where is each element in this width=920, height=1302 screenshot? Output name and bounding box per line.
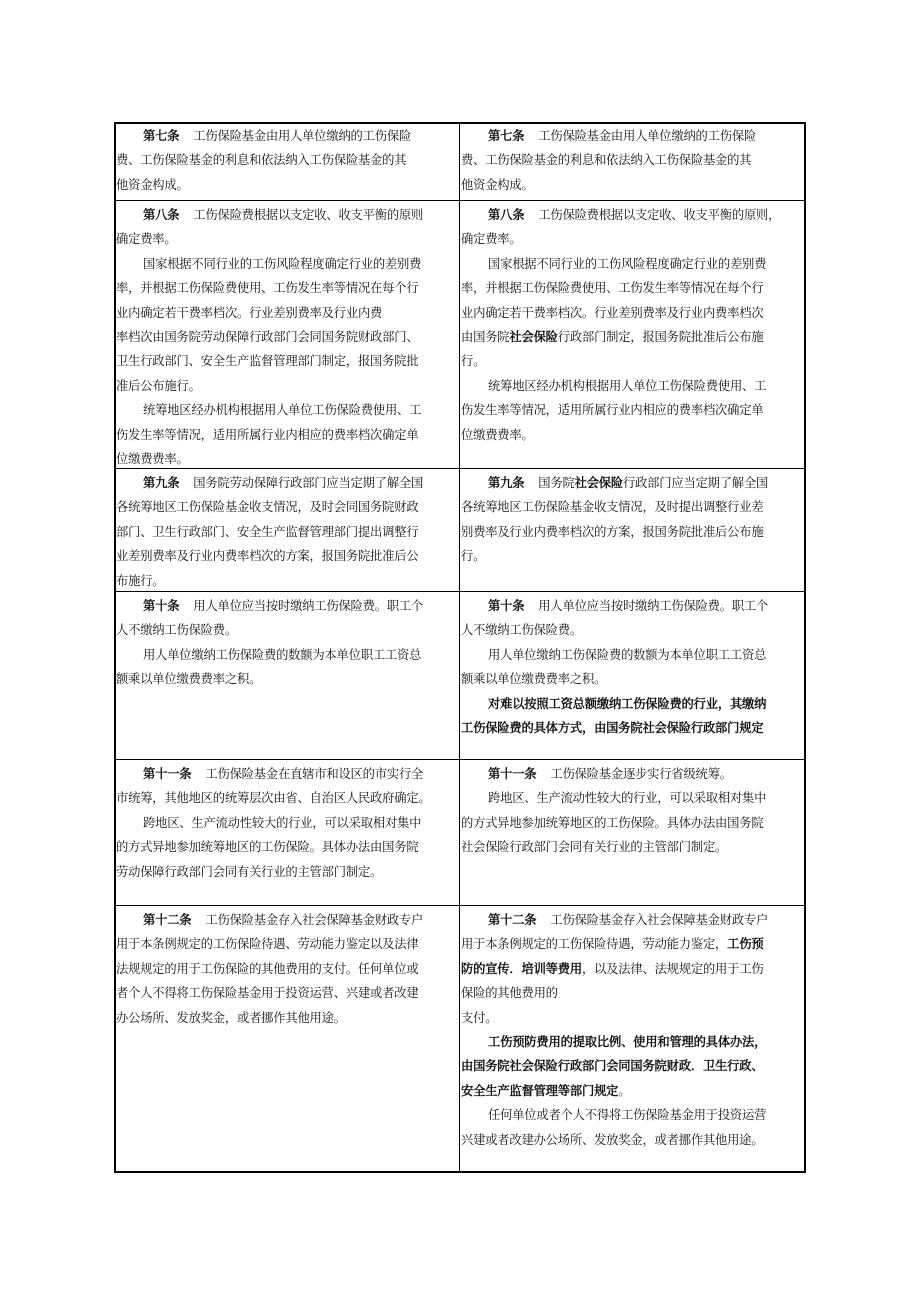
- article-label: 第九条: [488, 475, 525, 490]
- article-12-row: [114, 906, 806, 1171]
- article-12-new: 第十二条 工伤保险基金存入社会保障基金财政专户 用于本条例规定的工伤保险待遇，劳动能力鉴定，工伤预 防的宣传．培训等费用，以及法律、法规规定的用于工伤 保险的其他费用的 支付。 工伤预防费用的提取比例、使用和管理的具体办法， 由国务院社会保险行政部门会同国务院财政．卫生行政、 安全生产监督管理等部门规定。 任何单位或者个人不得将工伤保险基金用于投资运营 兴建或者改建办公场所、发放奖金，或者挪作其他用途。: [461, 908, 804, 1171]
- article-label: 第九条: [143, 475, 180, 490]
- article-label: 第十一条: [143, 766, 192, 781]
- article-12-old: 第十二条 工伤保险基金存入社会保障基金财政专户 用于本条例规定的工伤保险待遇、劳动能力鉴定以及法律 法规规定的用于工伤保险的其他费用的支付。任何单位或 者个人不得将工伤保险基金用于投资运营、兴建或者改建 办公场所、发放奖金，或者挪作其他用途。: [116, 912, 424, 1025]
- article-8-old: 第八条 工伤保险费根据以支定收、收支平衡的原则 确定费率。 国家根据不同行业的工伤风险程度确定行业的差别费 率，并根据工伤保险费使用、工伤发生率等情况在每个行 业内确定若干费率档次。行业差别费率及行业内费 率档次由国务院劳动保障行政部门会同国务院财政部门、 卫生行政部门、安全生产监督管理部门制定，报国务院批 准后公布施行。 统筹地区经办机构根据用人单位工伤保险费使用、工 伤发生率等情况，适用所属行业内相应的费率档次确定单 位缴费费率。: [116, 207, 424, 467]
- article-label: 第十条: [143, 598, 180, 613]
- amended-text: 由国务院社会保险行政部门会同国务院财政．卫生行政、: [461, 1058, 764, 1074]
- amended-text: 工伤预: [727, 936, 764, 952]
- amended-text: 社会保险: [509, 329, 558, 345]
- article-10-old: 第十条 用人单位应当按时缴纳工伤保险费。职工个 人不缴纳工伤保险费。 用人单位缴纳工伤保险费的数额为本单位职工工资总 额乘以单位缴费费率之积。: [116, 598, 424, 687]
- article-9-row: [114, 469, 806, 591]
- article-label: 第十二条: [488, 912, 537, 927]
- amended-text: 安全生产监督管理等部门规定: [461, 1082, 619, 1098]
- article-7-new: 第七条 工伤保险基金由用人单位缴纳的工伤保险 费、工伤保险基金的利息和依法纳入工伤保险基金的其 他资金构成。: [461, 128, 757, 192]
- article-label: 第十条: [488, 598, 525, 613]
- article-11-old: 第十一条 工伤保险基金在直辖市和设区的市实行全 市统筹，其他地区的统筹层次由省、自治区人民政府确定。 跨地区、生产流动性较大的行业，可以采取相对集中 的方式异地参加统筹地区的工伤保险。具体办法由国务院 劳动保障行政部门会同有关行业的主管部门制定。: [116, 766, 431, 879]
- article-7-row: [114, 122, 806, 200]
- article-label: 第七条: [143, 128, 180, 143]
- article-label: 第八条: [143, 207, 180, 222]
- amended-text: 工伤保险费的具体方式，由国务院社会保险行政部门规定: [461, 720, 764, 736]
- regulation-comparison-table: [114, 122, 806, 1173]
- amended-text: 工伤预防费用的提取比例、使用和管理的具体办法，: [488, 1034, 767, 1050]
- article-10-new: 第十条 用人单位应当按时缴纳工伤保险费。职工个 人不缴纳工伤保险费。 用人单位缴纳工伤保险费的数额为本单位职工工资总 额乘以单位缴费费率之积。 对难以按照工资总额缴纳工伤保险费的行业，其缴纳 工伤保险费的具体方式，由国务院社会保险行政部门规定: [461, 594, 804, 759]
- amended-text: 社会保险: [574, 475, 623, 490]
- article-label: 第七条: [488, 128, 525, 143]
- article-11-new: 第十一条 工伤保险基金逐步实行省级统筹。 跨地区、生产流动性较大的行业，可以采取相对集中 的方式异地参加统筹地区的工伤保险。具体办法由国务院 社会保险行政部门会同有关行业的主管部门制定。: [461, 766, 767, 855]
- article-11-row: [114, 760, 806, 905]
- article-label: 第八条: [488, 207, 525, 222]
- article-9-old: 第九条 国务院劳动保障行政部门应当定期了解全国 各统筹地区工伤保险基金收支情况，及时会同国务院财政 部门、卫生行政部门、安全生产监督管理部门提出调整行 业差别费率及行业内费率档次的方案，报国务院批准后公 布施行。: [116, 475, 424, 588]
- article-label: 第十一条: [488, 766, 537, 781]
- article-7-old: 第七条 工伤保险基金由用人单位缴纳的工伤保险 费、工伤保险基金的利息和依法纳入工伤保险基金的其 他资金构成。: [116, 128, 412, 192]
- article-label: 第十二条: [143, 912, 192, 927]
- article-10-row: [114, 592, 806, 759]
- article-8-new: 第八条 工伤保险费根据以支定收、收支平衡的原则， 确定费率。 国家根据不同行业的工伤风险程度确定行业的差别费 率，并根据工伤保险费使用、工伤发生率等情况在每个行 业内确定若干费率档次。行业差别费率及行业内费率档次 由国务院社会保险行政部门制定，报国务院批准后公布施 行。 统筹地区经办机构根据用人单位工伤保险费使用、工 伤发生率等情况，适用所属行业内相应的费率档次确定单 位缴费费率。: [461, 207, 781, 442]
- amended-text: 对难以按照工资总额缴纳工伤保险费的行业，其缴纳: [488, 695, 767, 711]
- article-9-new: 第九条 国务院社会保险行政部门应当定期了解全国 各统筹地区工伤保险基金收支情况，及时提出调整行业差 别费率及行业内费率档次的方案，报国务院批准后公布施 行。: [461, 475, 769, 564]
- amended-text: 防的宣传．培训等费用: [461, 960, 582, 976]
- article-8-row: [114, 201, 806, 468]
